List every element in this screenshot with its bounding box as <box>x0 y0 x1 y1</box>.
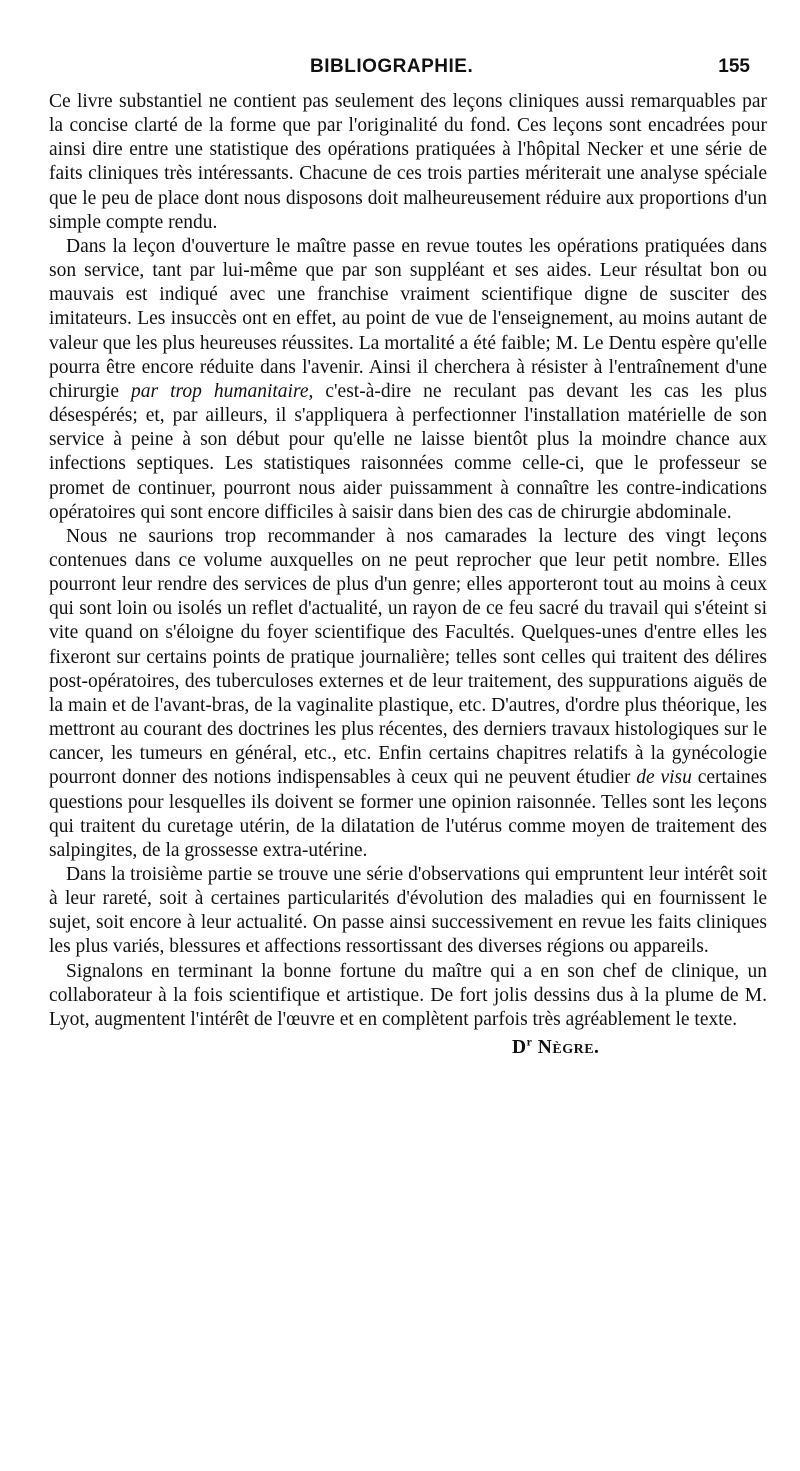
page-header <box>210 56 750 86</box>
paragraph-closing <box>49 960 767 1032</box>
article-body <box>49 90 767 1060</box>
paragraph-text: Dans la leçon d'ouverture le maître passe en revue toutes les opérations pratiquées dans son service, tant par lui-même que par son suppléant et ses aides. Leur résultat bon ou mauvais est indiqué avec une franchise vraiment scientifique digne de susciter des imitateurs. Les insuccès ont en effet, au point de vue de l'enseignement, au moins autant de valeur que les plus heureuses réussites. La mortalité a été faible; M. Le Dentu espère qu'elle pourra être encore réduite dans l'avenir. Ainsi il cherchera à résister à l'entraînement d'une chirurgie <box>49 235 767 402</box>
paragraph-text: certaines questions pour lesquelles ils doivent se former une opinion raisonnée. Telles sont les leçons qui traitent du curetage utérin, de la dilatation de l'utérus comme moyen de traitement des salpingites, de la grossesse extra-utérine. <box>49 767 767 861</box>
paragraph-text: Ce livre substantiel ne contient pas seulement des leçons cliniques aussi remarquables par la concise clarté de la forme que par l'originalité du fond. Ces leçons sont encadrées pour ainsi dire entre une statistique des opérations pratiquées à l'hôpital Necker et une série de faits cliniques très intéressants. Chacune de ces trois parties mériterait une analyse spéciale que le peu de place dont nous disposons doit malheureusement réduire aux proportions d'un simple compte rendu. <box>49 91 767 233</box>
signature-title: D <box>512 1037 527 1059</box>
signature-name: Nègre. <box>537 1037 600 1059</box>
paragraph-text: Signalons en terminant la bonne fortune du maître qui a en son chef de clinique, un collaborateur à la fois scientifique et artistique. De fort jolis dessins dus à la plume de M. Lyot, augmentent l'intérêt de l'œuvre et en complètent parfois très agréablement le texte. <box>49 960 767 1030</box>
paragraph-text: Dans la troisième partie se trouve une série d'observations qui empruntent leur intérêt soit à leur rareté, soit à certaines particularités d'évolution des maladies qui en fournissent le sujet, soit encore à leur actualité. On passe ainsi successivement en revue les faits cliniques les plus variés, blessures et affections ressortissant des diverses régions ou appareils. <box>49 864 767 958</box>
paragraph-opening-lesson <box>49 235 767 525</box>
italic-phrase: de visu <box>636 767 692 789</box>
paragraph-observations <box>49 863 767 960</box>
running-title: BIBLIOGRAPHIE. <box>310 56 474 77</box>
paragraph-intro <box>49 90 767 235</box>
signature-title-sup: r <box>526 1034 533 1049</box>
signature <box>49 1036 767 1060</box>
paragraph-recommendation <box>49 525 767 863</box>
paragraph-text: Nous ne saurions trop recommander à nos camarades la lecture des vingt leçons contenues dans ce volume auxquelles on ne peut reprocher que leur petit nombre. Elles pourront leur rendre des services de plus d'un genre; elles apporteront tout au moins à ceux qui sont loin ou isolés un reflet d'actualité, un rayon de ce feu sacré du travail qui s'éteint si vite quand on s'éloigne du foyer scientifique des Facultés. Quelques-unes d'entre elles les fixeront sur certains points de pratique journalière; telles sont celles qui traitent des délires post-opératoires, des tuberculoses externes et de leur traitement, des suppurations aiguës de la main et de l'avant-bras, de la vaginalite plastique, etc. D'autres, d'ordre plus théorique, les mettront au courant des doctrines les plus récentes, des derniers travaux histologiques sur le cancer, les tumeurs en général, etc., etc. Enfin certains chapitres relatifs à la gynécologie pourront donner des notions indispensables à ceux qui ne peuvent étudier <box>49 525 767 789</box>
paragraph-text: , c'est-à-dire ne reculant pas devant les cas les plus désespérés; et, par ailleurs, il s'appliquera à perfectionner l'installation matérielle de son service à peine à son début pour qu'elle ne laisse bientôt plus la moindre chance aux infections septiques. Les statistiques raisonnées comme celle-ci, que le professeur se promet de continuer, pourront nous aider puissamment à connaître les contre-indications opératoires qui sont encore difficiles à saisir dans bien des cas de chirurgie abdominale. <box>49 380 768 523</box>
page-number: 155 <box>718 56 750 77</box>
italic-phrase: par trop humanitaire <box>131 380 309 402</box>
